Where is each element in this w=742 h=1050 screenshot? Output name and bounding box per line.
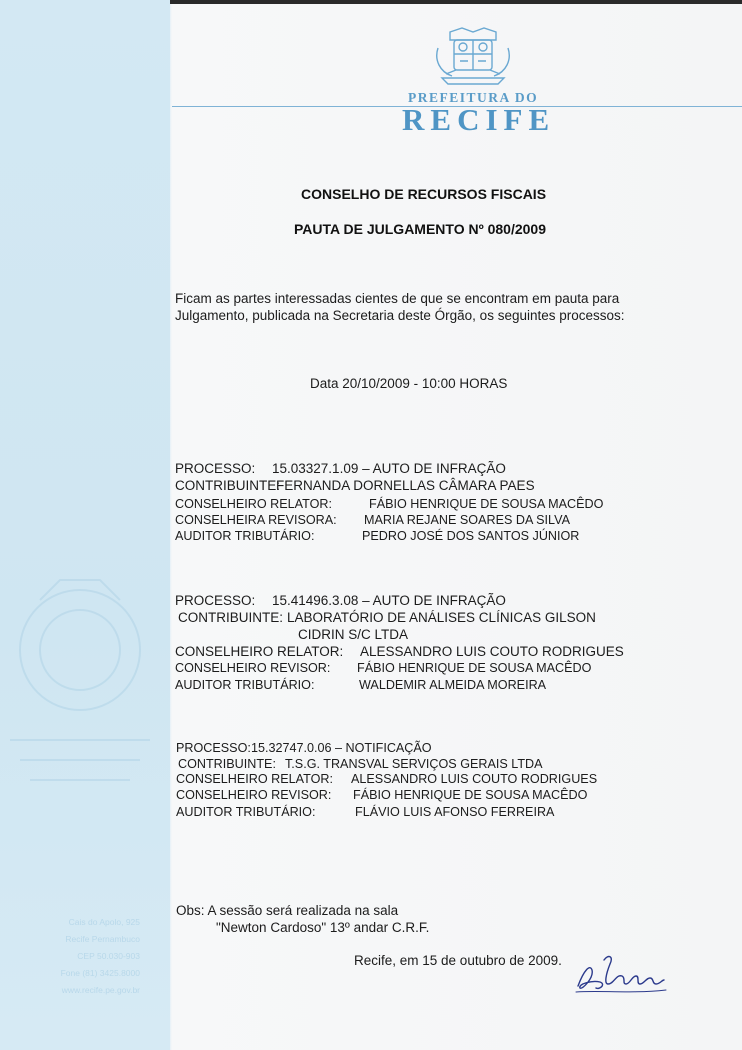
- relator-label: CONSELHEIRO RELATOR:: [176, 772, 333, 786]
- revisor-value: MARIA REJANE SOARES DA SILVA: [364, 513, 570, 527]
- relator-label: CONSELHEIRO RELATOR:: [175, 644, 344, 659]
- address-line-1: Cais do Apolo, 925: [68, 917, 140, 927]
- relator-value: FÁBIO HENRIQUE DE SOUSA MACÊDO: [369, 497, 604, 511]
- brand-line-prefeitura: PREFEITURA DO: [408, 90, 539, 105]
- closing-date: Recife, em 15 de outubro de 2009.: [354, 953, 562, 968]
- coat-of-arms-icon: [432, 26, 514, 88]
- revisor-label: CONSELHEIRO REVISOR:: [175, 661, 331, 675]
- address-phone: Fone (81) 3425.8000: [60, 968, 140, 978]
- contributor-label: CONTRIBUINTE:: [178, 610, 284, 625]
- process-number-value: 15.32747.0.06 – NOTIFICAÇÃO: [251, 741, 432, 755]
- process-number-label: PROCESSO:: [176, 741, 251, 755]
- document-title: CONSELHO DE RECURSOS FISCAIS: [301, 186, 547, 202]
- intro-line-1: Ficam as partes interessadas cientes de que se encontram em pauta para: [175, 291, 620, 306]
- relator-value: ALESSANDRO LUIS COUTO RODRIGUES: [360, 644, 624, 659]
- auditor-value: FLÁVIO LUIS AFONSO FERREIRA: [355, 805, 555, 819]
- observation-line-2: "Newton Cardoso" 13º andar C.R.F.: [216, 920, 430, 935]
- brand-line-recife: RECIFE: [402, 102, 556, 137]
- revisor-value: FÁBIO HENRIQUE DE SOUSA MACÊDO: [357, 661, 592, 675]
- document-subtitle: PAUTA DE JULGAMENTO Nº 080/2009: [294, 221, 546, 237]
- auditor-label: AUDITOR TRIBUTÁRIO:: [175, 529, 315, 543]
- watermark-pattern-icon: [0, 560, 170, 860]
- revisor-label: CONSELHEIRA REVISORA:: [175, 513, 337, 527]
- contributor-value: FERNANDA DORNELLAS CÂMARA PAES: [276, 478, 535, 493]
- session-date: Data 20/10/2009 - 10:00 HORAS: [310, 376, 508, 391]
- address-website: www.recife.pe.gov.br: [61, 985, 140, 995]
- contributor-value-line-2: CIDRIN S/C LTDA: [298, 627, 409, 642]
- handwritten-signature: [570, 950, 670, 998]
- letterhead-sidebar-band: [0, 0, 170, 1050]
- contributor-label: CONTRIBUINTE:: [178, 757, 276, 771]
- address-line-2: Recife Pernambuco: [65, 934, 140, 944]
- observation-line-1: Obs: A sessão será realizada na sala: [176, 903, 399, 918]
- auditor-label: AUDITOR TRIBUTÁRIO:: [176, 805, 316, 819]
- revisor-value: FÁBIO HENRIQUE DE SOUSA MACÊDO: [353, 788, 588, 802]
- intro-line-2: Julgamento, publicada na Secretaria deste Órgão, os seguintes processos:: [175, 308, 625, 323]
- relator-label: CONSELHEIRO RELATOR:: [175, 497, 332, 511]
- process-number-value: 15.41496.3.08 – AUTO DE INFRAÇÃO: [272, 593, 506, 608]
- auditor-value: PEDRO JOSÉ DOS SANTOS JÚNIOR: [362, 529, 580, 543]
- process-number-value: 15.03327.1.09 – AUTO DE INFRAÇÃO: [272, 461, 506, 476]
- contributor-value: T.S.G. TRANSVAL SERVIÇOS GERAIS LTDA: [285, 757, 543, 771]
- process-number-label: PROCESSO:: [175, 593, 256, 608]
- revisor-label: CONSELHEIRO REVISOR:: [176, 788, 332, 802]
- auditor-value: WALDEMIR ALMEIDA MOREIRA: [359, 678, 547, 692]
- contributor-label: CONTRIBUINTE:: [175, 478, 281, 493]
- contributor-value: LABORATÓRIO DE ANÁLISES CLÍNICAS GILSON: [287, 610, 596, 625]
- relator-value: ALESSANDRO LUIS COUTO RODRIGUES: [351, 772, 598, 786]
- address-line-3: CEP 50.030-903: [77, 951, 140, 961]
- auditor-label: AUDITOR TRIBUTÁRIO:: [175, 678, 315, 692]
- process-number-label: PROCESSO:: [175, 461, 256, 476]
